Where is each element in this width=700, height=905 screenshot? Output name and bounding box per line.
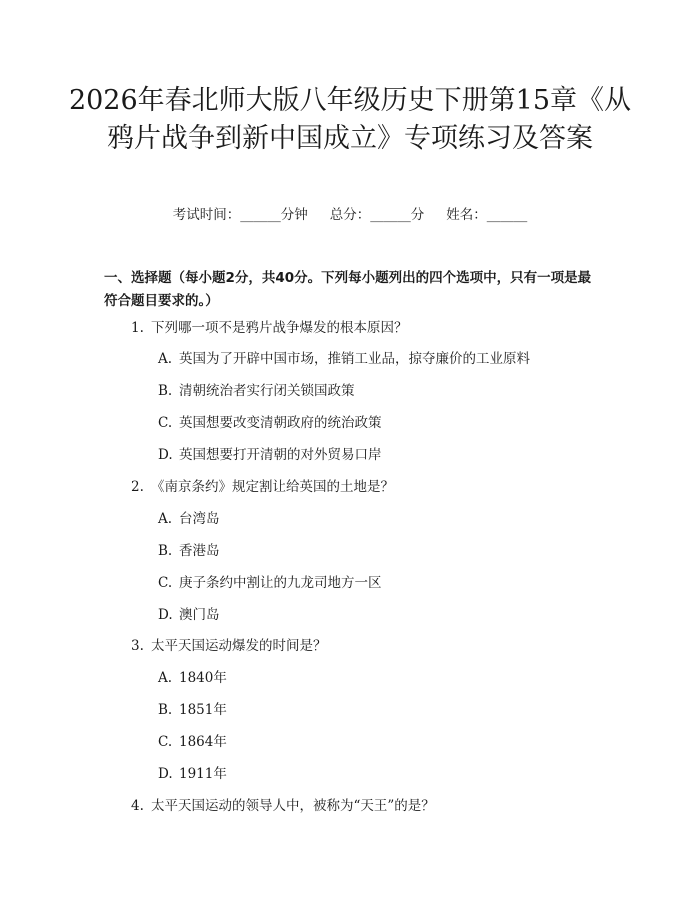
question-3-option-d bbox=[158, 764, 227, 784]
option-text: 1864年 bbox=[179, 734, 227, 750]
question-2-option-a bbox=[158, 509, 220, 529]
question-number: 3. bbox=[131, 638, 144, 654]
question-text: 下列哪一项不是鸦片战争爆发的根本原因？ bbox=[151, 320, 408, 336]
option-letter: D. bbox=[158, 607, 173, 623]
option-text: 澳门岛 bbox=[179, 607, 220, 623]
option-letter: A. bbox=[158, 670, 173, 686]
option-text: 庚子条约中割让的九龙司地方一区 bbox=[179, 575, 382, 591]
option-letter: D. bbox=[158, 766, 173, 782]
student-name-field: 姓名：______ bbox=[446, 207, 528, 223]
option-letter: C. bbox=[158, 734, 173, 750]
option-text: 清朝统治者实行闭关锁国政策 bbox=[179, 383, 355, 399]
option-letter: B. bbox=[158, 383, 173, 399]
option-letter: B. bbox=[158, 543, 173, 559]
option-letter: D. bbox=[158, 447, 173, 463]
question-number: 4. bbox=[131, 798, 144, 814]
question-1-option-c bbox=[158, 413, 382, 433]
question-text: 太平天国运动爆发的时间是？ bbox=[151, 638, 327, 654]
document-title: 2026年春北师大版八年级历史下册第15章《从鸦片战争到新中国成立》专项练习及答案 bbox=[68, 85, 632, 154]
question-number: 1. bbox=[131, 320, 144, 336]
question-2-option-c bbox=[158, 573, 382, 593]
option-letter: B. bbox=[158, 702, 173, 718]
question-text: 《南京条约》规定割让给英国的土地是？ bbox=[151, 479, 394, 495]
question-number: 2. bbox=[131, 479, 144, 495]
question-3-option-b bbox=[158, 700, 227, 720]
option-letter: A. bbox=[158, 351, 173, 367]
option-text: 香港岛 bbox=[179, 543, 220, 559]
total-score-field: 总分：______分 bbox=[329, 207, 425, 223]
question-3 bbox=[131, 636, 327, 656]
exam-time-field: 考试时间：______分钟 bbox=[172, 207, 308, 223]
question-1-option-b bbox=[158, 381, 355, 401]
question-1 bbox=[131, 318, 408, 338]
question-2 bbox=[131, 477, 394, 497]
option-letter: C. bbox=[158, 575, 173, 591]
option-letter: A. bbox=[158, 511, 173, 527]
option-letter: C. bbox=[158, 415, 173, 431]
option-text: 1911年 bbox=[179, 766, 227, 782]
question-3-option-c bbox=[158, 732, 227, 752]
question-3-option-a bbox=[158, 668, 227, 688]
option-text: 英国想要改变清朝政府的统治政策 bbox=[179, 415, 382, 431]
option-text: 英国想要打开清朝的对外贸易口岸 bbox=[179, 447, 382, 463]
option-text: 1851年 bbox=[179, 702, 227, 718]
question-4 bbox=[131, 796, 435, 816]
exam-info-line bbox=[0, 205, 700, 225]
question-1-option-d bbox=[158, 445, 382, 465]
option-text: 台湾岛 bbox=[179, 511, 220, 527]
question-2-option-d bbox=[158, 605, 220, 625]
question-2-option-b bbox=[158, 541, 220, 561]
question-text: 太平天国运动的领导人中，被称为“天王”的是？ bbox=[151, 798, 435, 814]
option-text: 英国为了开辟中国市场，推销工业品，掠夺廉价的工业原料 bbox=[179, 351, 530, 367]
section-heading: 一、选择题（每小题2分，共40分。下列每小题列出的四个选项中，只有一项是最符合题目要求的。） bbox=[104, 270, 592, 309]
option-text: 1840年 bbox=[179, 670, 227, 686]
question-1-option-a bbox=[158, 349, 530, 369]
